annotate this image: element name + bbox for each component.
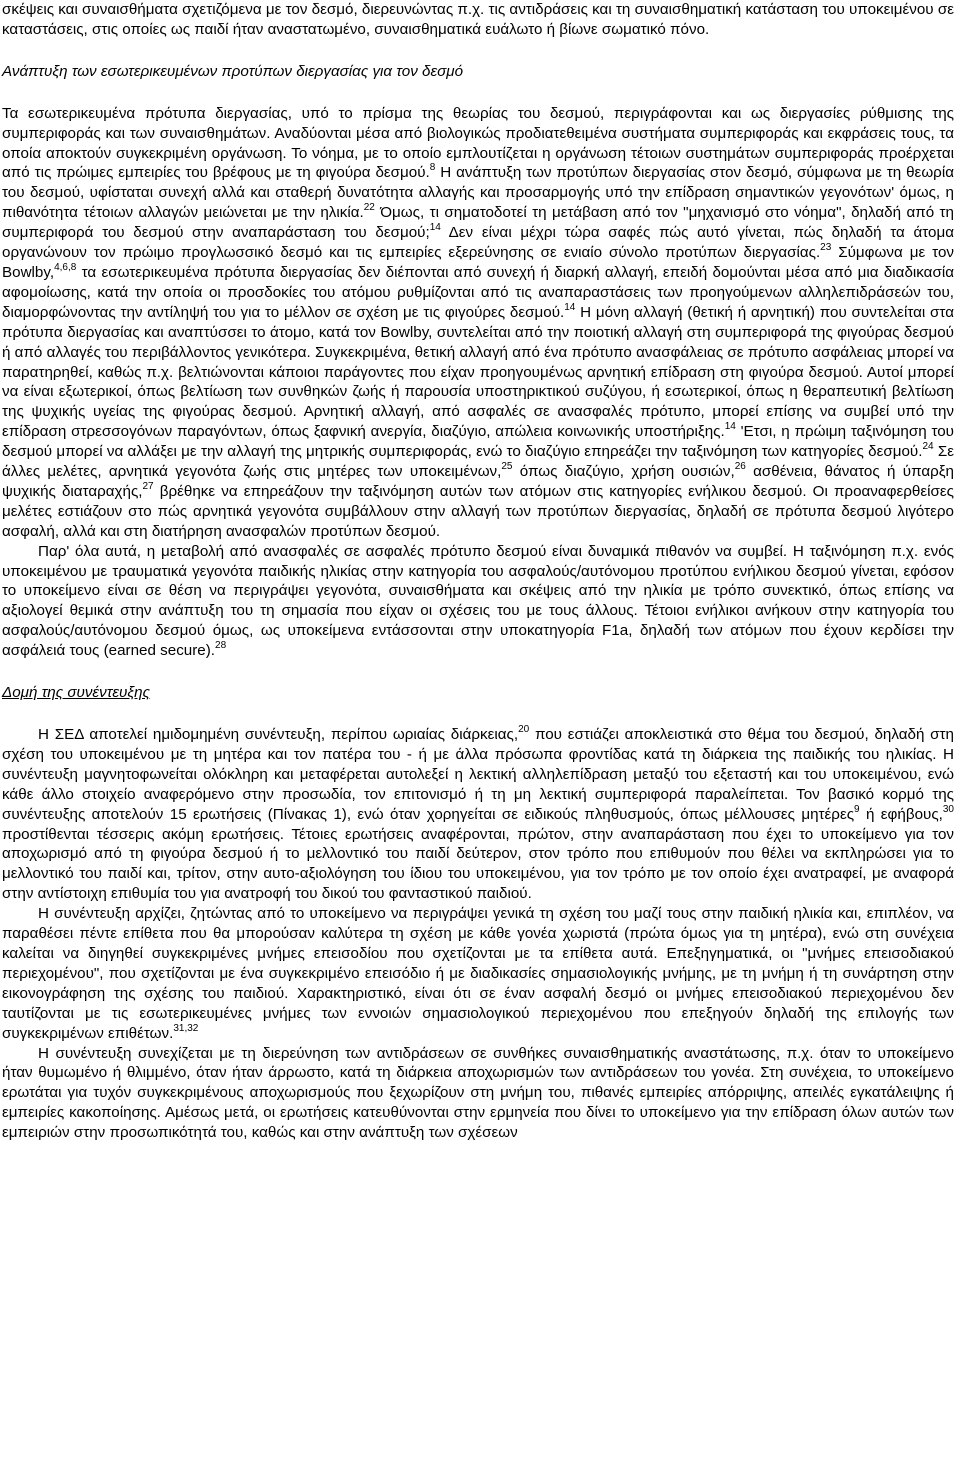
text-run: Η ΣΕΔ αποτελεί ημιδομημένη συνέντευξη, περίπου ωριαίας διάρκειας, (38, 726, 519, 743)
text-run: Δεν είναι μέχρι τώρα σαφές πώς αυτό γίνεται, πώς δηλαδή τα άτομα οργανώνουν τον πρώιμο προγλωσσικό δεσμό και τις εμπειρίες εξερεύνησης σε ενιαίο σύνολο προτύπων διεργασίας. (2, 224, 954, 262)
citation-superscript: 20 (518, 723, 530, 735)
text-run: ή εφήβους, (859, 805, 943, 823)
citation-superscript: 23 (820, 242, 832, 253)
citation-superscript: 14 (724, 421, 736, 433)
section-heading-internal-working-models: Ανάπτυξη των εσωτερικευμένων προτύπων διεργασίας για τον δεσμό (2, 62, 464, 80)
citation-superscript: 30 (942, 803, 954, 815)
paragraph-interview-start (2, 904, 954, 1043)
text-run: Όμως, τι σηματοδοτεί τη μετάβαση από τον "μηχανισμό στο νόημα", δηλαδή από τη συμπεριφορά του δεσμού στην αναπαράσταση του δεσμού; (2, 204, 954, 242)
text-run: τα εσωτερικευμένα πρότυπα διεργασίας δεν διέπονται από συνεχή ή διαρκή αλλαγή, επειδή δομούνται μέσα από μια διαδικασία αφομοίωσης, κατά την οποία οι προσδοκίες του ατόμου ρυθμίζονται από τις αναπαραστάσεις των προηγούμενων αλληλεπιδράσεών του, διαμορφώνοντας την αντίληψή του για το μέλλον σε σχέση με τις φιγούρες δεσμού. (2, 263, 954, 321)
citation-superscript: 24 (922, 441, 934, 453)
paragraph-interview-structure (2, 725, 954, 904)
text-run: ασθένεια, θάνατος ή ύπαρξη ψυχικής διαταραχής, (2, 463, 955, 500)
text-run: Σύμφωνα με τον Bowlby, (2, 244, 954, 281)
paragraph-interview-reactions (2, 1044, 954, 1144)
text-run: Τα εσωτερικευμένα πρότυπα διεργασίας, υπό το πρίσμα της θεωρίας του δεσμού, περιγράφονται και ως διεργασίες ρύθμισης της συμπεριφοράς και των συναισθημάτων. Αναδύονται μέσα από βιολογικώς προδιατεθειμένα συστήματα συμπεριφοράς και εκφράσεις τους, τα οποία αποκτούν συγκεκριμένη οργάνωση. Το νόημα, με το οποίο εμπλουτίζεται η οργάνωση τέτοιων συστημάτων συμπεριφοράς προέρχεται από τις πρώιμες εμπειρίες του βρέφους με τη φιγούρα δεσμού. (2, 104, 954, 182)
text-run: σκέψεις και συναισθήματα σχετιζόμενα με τον δεσμό, διερευνώντας π.χ. τις αντιδράσεις και τη συναισθηματική κατάσταση του υποκειμένου σε καταστάσεις, στις οποίες ως παιδί ήταν αναστατωμένο, συναισθηματικά ευάλωτο ή βίωνε σωματικό πόνο. (2, 1, 954, 38)
text-run: Η ανάπτυξη των προτύπων διεργασίας στον δεσμό, σύμφωνα με τη θεωρία του δεσμού, υφίσταται συνεχή αλλά και σταθερή δυνατότητα αλλαγής και προσαρμογής υπό την επίδραση σημαντικών γεγονότων' όμως, η πιθανότητα τέτοιων αλλαγών μειώνεται με την ηλικία. (2, 164, 954, 222)
citation-superscript: 27 (142, 480, 154, 492)
text-run: Η συνέντευξη αρχίζει, ζητώντας από το υποκείμενο να περιγράψει γενικά τη σχέση του μαζί τους στην παιδική ηλικία και, επιπλέον, να παραθέσει πέντε επίθετα που θα μπορούσαν καλύτερα τη σχέση με κάθε γονέα χωριστά (πρώτα όμως για τη μητέρα), ενώ στη συνέχεια καλείται να διηγηθεί συγκεκριμένες μνήμες επεισοδίου που σχετίζονται με τα επίθετα αυτά. Επεξηγηματικά, οι "μνήμες επεισοδιακού περιεχομένου", που σχετίζονται με ένα συγκεκριμένο επεισόδιο ή με διαδικασίες σημασιολογικής μνήμης, με τη μνήμη ή τη συνάρτηση στην εικονογράφηση της σχέσης του παιδιού. Χαρακτηριστικό, είναι ότι σε έναν ασφαλή δεσμό οι μνήμες επεισοδιακού περιεχομένου δεν ταυτίζονται με τις εσωτερικευμένες μνήμες των εννοιών σημασιολογικού περιεχομένου που επεξηγούν δηλαδή της επιλογής των συγκεκριμένων επιθέτων. (2, 905, 954, 1042)
citation-superscript: 14 (564, 301, 576, 313)
paragraph-internal-working-models (2, 104, 954, 542)
citation-superscript: 25 (501, 460, 513, 472)
section-heading-interview-structure: Δομή της συνέντευξης (2, 684, 151, 702)
citation-superscript: 28 (215, 640, 227, 652)
paragraph-earned-secure (2, 542, 954, 661)
text-run: βρέθηκε να επηρεάζουν την ταξινόμηση αυτών των ατόμων στις κατηγορίες ενήλικου δεσμού. Οι προαναφερθείσες μελέτες εστιάζουν στο πώς αρνητικά γεγονότα συμβάλλουν στην αλλαγή των προτύπων διεργασίας, δηλαδή σε πρότυπα δεσμού λιγότερο ασφαλή, αλλά και στη διατήρηση ανασφαλών προτύπων δεσμού. (2, 482, 954, 540)
citation-superscript: 9 (854, 803, 860, 815)
paragraph-intro-continuation (2, 0, 954, 40)
text-run: που εστιάζει αποκλειστικά στο θέμα του δεσμού, δηλαδή στη σχέση του υποκειμένου με τη μητέρα και τον πατέρα του - ή με άλλα πρόσωπα φροντίδας κατά τη διάρκεια της παιδικής του ηλικίας. Η συνέντευξη μαγνητοφωνείται ολόκληρη και μεταφέρεται αυτολεξεί η λεκτική αλληλεπίδραση μεταξύ του εξεταστή και του υποκειμένου, ενώ κάθε άλλο στοιχείο αναφερόμενο στην προσωδία, τον επιτονισμό ή τη μη λεκτική συμπεριφορά παραλείπεται. Τον βασικό κορμό της συνέντευξης αποτελούν 15 ερωτήσεις (Πίνακας 1), ενώ όταν χορηγείται σε ειδικούς πληθυσμούς, όπως μέλλουσες μητέρες (2, 726, 954, 823)
text-run: 'Ετσι, η πρώιμη ταξινόμηση του δεσμού μπορεί να αλλάξει με την αλλαγή της μητρικής συμπεριφοράς, ενώ το διαζύγιο επηρεάζει την ταξινόμηση των κατηγορίες δεσμού. (2, 423, 954, 461)
citation-superscript: 31,32 (173, 1022, 199, 1034)
text-run: προστίθενται τέσσερις ακόμη ερωτήσεις. Τέτοιες ερωτήσεις αναφέρονται, πρώτον, στην αναπαράσταση που έχει το υποκείμενο για τον αποχωρισμό από τη φιγούρα δεσμού ή το μελλοντικό του παιδί δεύτερον, στον τρόπο που επιθυμούν που θέλει να εκπληρώσει για το μελλοντικό του παιδί και, τρίτον, στην αυτο-αξιολόγηση του ίδιου του υποκειμένου, για τον τρόπο με τον οποίο έχει ανατραφεί, με αναφορά στην αντίστοιχη επιθυμία του για ανατροφή του δικού του φανταστικού παιδιού. (2, 825, 954, 903)
citation-superscript: 14 (429, 222, 441, 234)
text-run: Η μόνη αλλαγή (θετική ή αρνητική) που συντελείται στα πρότυπα διεργασίας και αναπτύσσει το άτομο, κατά τον Bowlby, συντελείται από την ποιοτική αλλαγή στη συμπεριφορά της φιγούρας δεσμού ή από αλλαγές του περιβάλλοντος γενικότερα. Συγκεκριμένα, θετική αλλαγή από ένα πρότυπο ανασφάλειας σε πρότυπο ασφάλειας μπορεί να παρατηρηθεί, καθώς π.χ. βελτιώνονται κάποιοι παράγοντες που είχαν προηγουμένως αρνητική επίδραση στη φιγούρα δεσμού. Αυτοί μπορεί να είναι εξωτερικοί, όπως βελτίωση των συνθηκών ζωής ή παρουσία υποστηρικτικού συζύγου, ή εσωτερικοί, όπως η θεραπευτική βελτίωση της ψυχικής υγείας της φιγούρας δεσμού. Αρνητική αλλαγή, από ασφαλές σε ανασφαλές πρότυπο, μπορεί επίσης να συμβεί υπό την επίδραση στρεσσογόνων παραγόντων, όπως ξαφνική ανεργία, διαζύγιο, απώλεια κοινωνικής υποστήριξης. (2, 303, 954, 441)
text-run: Η συνέντευξη συνεχίζεται με τη διερεύνηση των αντιδράσεων σε συνθήκες συναισθηματικής αναστάτωσης, π.χ. όταν το υποκείμενο ήταν θυμωμένο ή θλιμμένο, όταν ήταν άρρωστο, κατά τη διάρκεια αποχωρισμών των αντιδράσεων του γονέα. Στη συνέχεια, το υποκείμενο ερωτάται για τυχόν συγκεκριμένους αποχωρισμούς που ξεχωρίζουν στη μνήμη του, πιθανές εμπειρίες απόρριψης, απειλές εγκατάλειψης ή εμπειρίες κακοποίησης. Αμέσως μετά, οι ερωτήσεις κατευθύνονται στην ερμηνεία που δίνει το υποκείμενο για την επίδραση όλων αυτών των εμπειριών στην προσωπικότητά του, καθώς και στην ανάπτυξη των σχέσεων (2, 1044, 954, 1142)
text-run: Παρ' όλα αυτά, η μεταβολή από ανασφαλές σε ασφαλές πρότυπο δεσμού είναι δυναμικά πιθανόν να συμβεί. Η ταξινόμηση π.χ. ενός υποκειμένου με τραυματικά γεγονότα παιδικής ηλικίας στην κατηγορία του ασφαλούς/αυτόνομου προτύπου ενήλικου δεσμού γίνεται, εφόσον το υποκείμενο είναι σε θέση να περιγράψει γεγονότα, συναισθήματα και σκέψεις από την ηλικία με τρόπο συνεκτικό, όπως επίσης να αξιολογεί θεμικά στην ανάπτυξη του τη σημασία που είχαν οι σχέσεις του με τους άλλους. Τέτοιοι ενήλικοι ανήκουν στην κατηγορία του ασφαλούς/αυτόνομου δεσμού όμως, ως υποκείμενα εντάσσονται στην υποκατηγορία F1a, δηλαδή των ατόμων που έχουν κερδίσει την ασφάλειά τους (earned secure). (2, 542, 954, 660)
citation-superscript: 4,6,8 (54, 261, 77, 273)
citation-superscript: 26 (734, 460, 746, 472)
text-run: Σε άλλες μελέτες, αρνητικά γεγονότα ζωής στις μητέρες των υποκειμένων, (2, 443, 954, 481)
text-run: όπως διαζύγιο, χρήση ουσιών, (512, 463, 735, 481)
citation-superscript: 8 (429, 162, 436, 174)
citation-superscript: 22 (363, 202, 375, 214)
